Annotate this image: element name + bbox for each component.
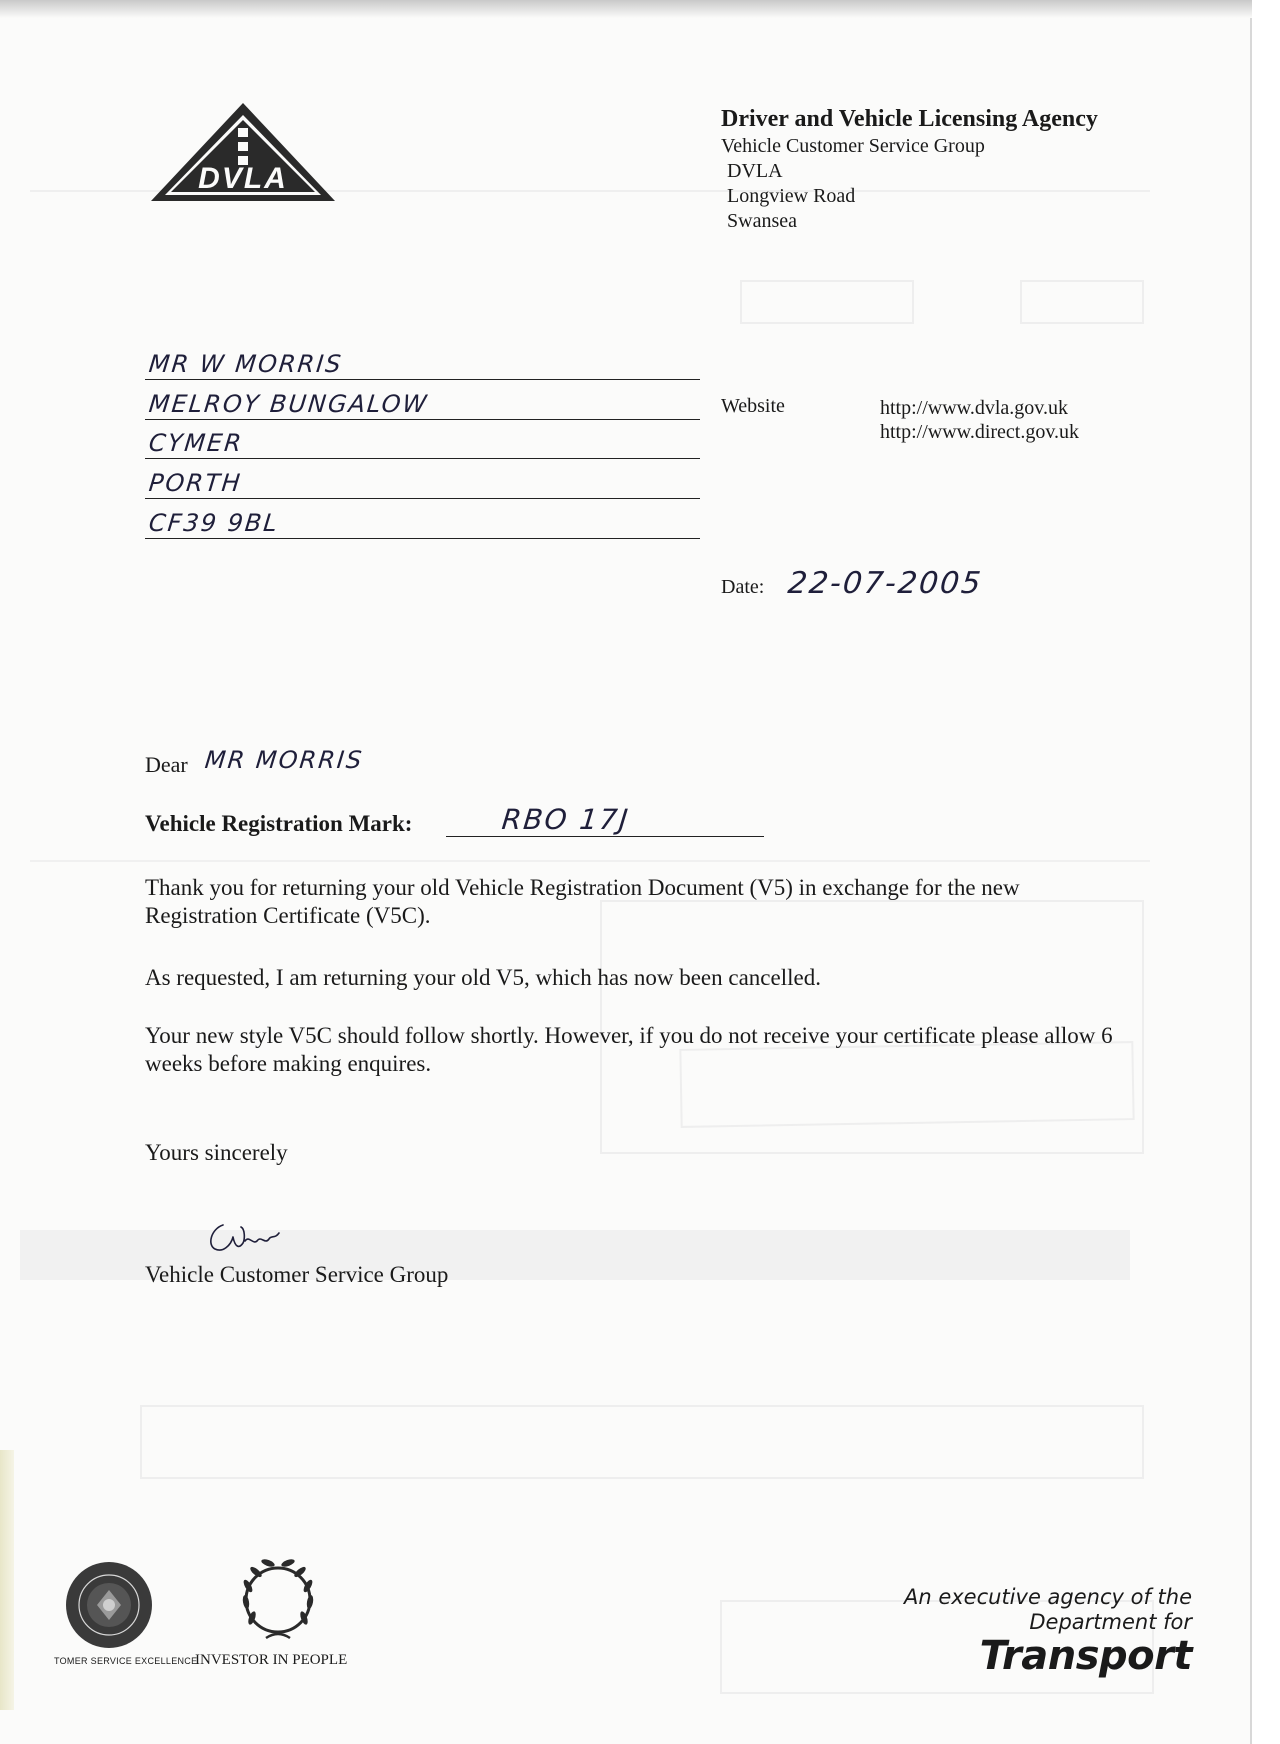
body-paragraph: Your new style V5C should follow shortly. However, if you do not receive your certificate please allow 6 weeks before making enquires. bbox=[145, 1023, 1113, 1076]
agency-address-line: DVLA bbox=[727, 160, 783, 182]
ghost-box bbox=[1020, 280, 1144, 324]
recipient-address-line bbox=[145, 420, 700, 459]
scan-edge bbox=[0, 0, 1252, 18]
paper-tab bbox=[0, 1450, 14, 1710]
recipient-address-line bbox=[145, 500, 700, 539]
recipient-town: PORTH bbox=[147, 469, 244, 497]
website-link-dvla[interactable]: http://www.dvla.gov.uk bbox=[880, 397, 1068, 419]
agency-address-line: Longview Road bbox=[727, 185, 856, 207]
website-link-direct[interactable]: http://www.direct.gov.uk bbox=[880, 421, 1080, 443]
signature bbox=[205, 1215, 295, 1260]
recipient-name: MR W MORRIS bbox=[147, 350, 345, 378]
agency-address-line: Swansea bbox=[727, 210, 797, 232]
ghost-rule bbox=[30, 860, 1150, 862]
vrm-value: RBO 17J bbox=[500, 803, 632, 836]
vrm-field bbox=[446, 803, 764, 837]
dft-branding bbox=[880, 1584, 1192, 1678]
exec-agency-line: An executive agency of the bbox=[903, 1585, 1192, 1609]
charter-mark-logo bbox=[64, 1560, 154, 1650]
salutation-label: Dear bbox=[145, 752, 188, 777]
investor-in-people-logo bbox=[230, 1550, 326, 1650]
recipient-address-line bbox=[145, 381, 700, 420]
ghost-box bbox=[140, 1405, 1144, 1479]
body-paragraph: As requested, I am returning your old V5, which has now been cancelled. bbox=[145, 965, 821, 990]
logo-text: DVLA bbox=[198, 162, 288, 195]
vrm-label: Vehicle Registration Mark: bbox=[145, 811, 413, 836]
transport-wordmark: Transport bbox=[979, 1633, 1192, 1679]
iip-caption: INVESTOR IN PEOPLE bbox=[195, 1652, 348, 1668]
recipient-postcode: CF39 9BL bbox=[147, 509, 281, 537]
body-paragraph: Thank you for returning your old Vehicle Registration Document (V5) in exchange for the new Registration Certificate (V5C). bbox=[145, 875, 1020, 928]
recipient-street: MELROY BUNGALOW bbox=[147, 390, 430, 418]
date-value: 22-07-2005 bbox=[786, 566, 985, 601]
recipient-address-line bbox=[145, 460, 700, 499]
exec-department-line: Department for bbox=[1029, 1610, 1192, 1634]
ghost-box bbox=[740, 280, 914, 324]
agency-group: Vehicle Customer Service Group bbox=[721, 135, 985, 157]
website-label: Website bbox=[721, 395, 785, 417]
salutation-name: MR MORRIS bbox=[203, 746, 366, 774]
agency-name: Driver and Vehicle Licensing Agency bbox=[721, 106, 1098, 132]
recipient-locality: CYMER bbox=[147, 429, 245, 457]
recipient-address-line bbox=[145, 341, 700, 380]
charter-mark-caption: TOMER SERVICE EXCELLENCE bbox=[54, 1656, 198, 1666]
dvla-logo bbox=[148, 100, 338, 205]
date-label: Date: bbox=[721, 576, 765, 598]
salutation bbox=[145, 746, 366, 778]
sender-block bbox=[721, 104, 1098, 234]
signoff: Yours sincerely bbox=[145, 1140, 288, 1165]
signature-group: Vehicle Customer Service Group bbox=[145, 1262, 449, 1287]
